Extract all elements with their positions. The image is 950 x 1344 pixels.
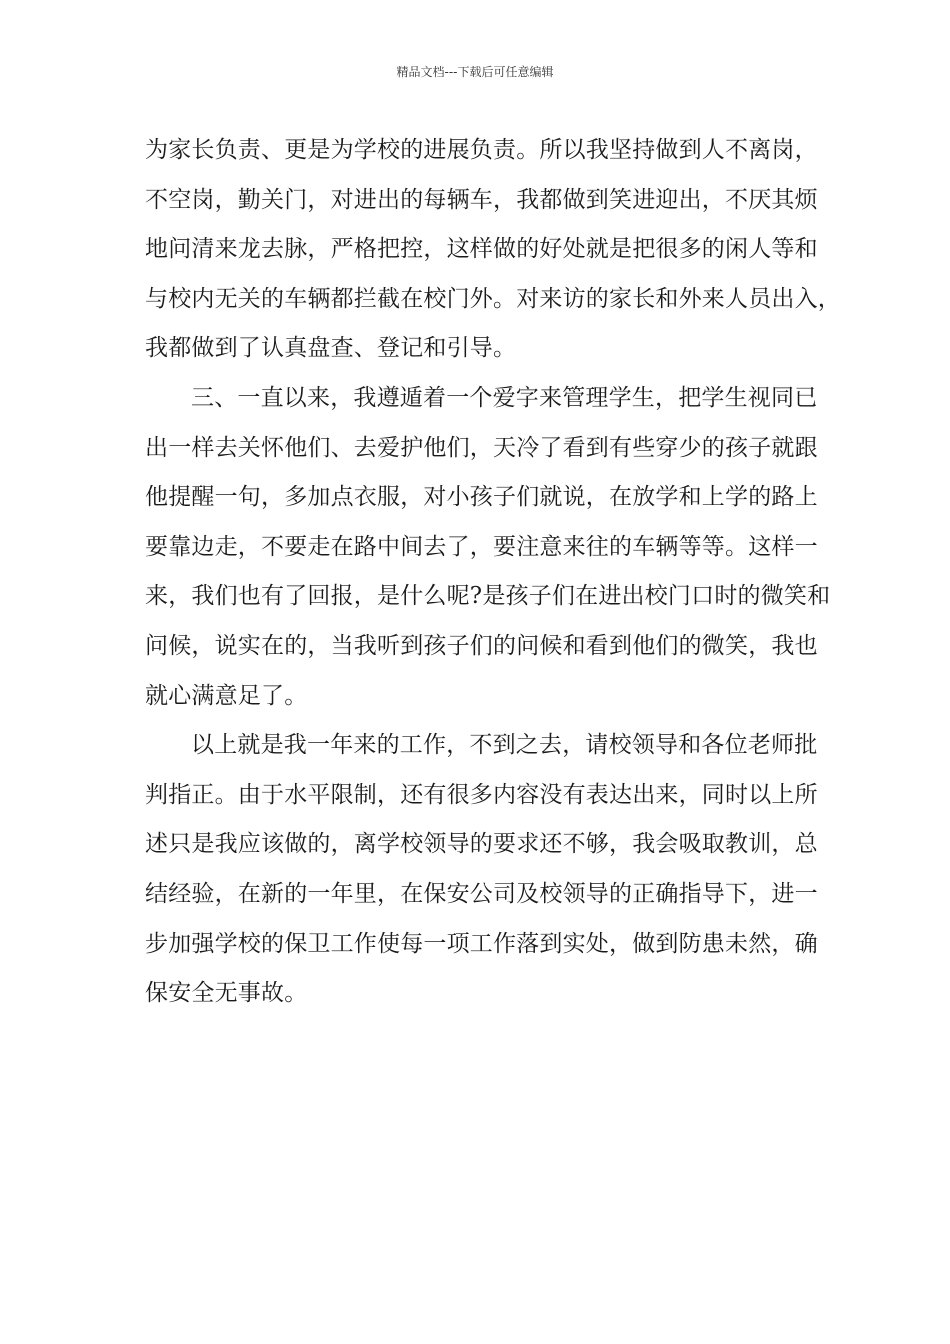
text-line: 判指正。由于水平限制，还有很多内容没有表达出来，同时以上所 bbox=[145, 781, 818, 808]
text-line: 出一样去关怀他们、去爱护他们，天冷了看到有些穿少的孩子就跟 bbox=[145, 434, 818, 461]
text-line: 为家长负责、更是为学校的进展负责。所以我坚持做到人不离岗， bbox=[145, 137, 818, 163]
text-line: 步加强学校的保卫工作使每一项工作落到实处，做到防患未然，确 bbox=[145, 930, 818, 957]
document-body bbox=[145, 126, 841, 1019]
paragraph-conclusion bbox=[145, 721, 818, 1019]
text-line: 保安全无事故。 bbox=[145, 980, 308, 1007]
paragraph-2-continuation bbox=[145, 126, 841, 374]
text-line: 述只是我应该做的，离学校领导的要求还不够，我会吸取教训，总 bbox=[145, 831, 818, 858]
text-line: 不空岗，勤关门，对进出的每辆车，我都做到笑进迎出，不厌其烦 bbox=[145, 186, 818, 213]
text-line: 三、一直以来，我遵遁着一个爱字来管理学生，把学生视同已 bbox=[191, 384, 818, 411]
text-line: 以上就是我一年来的工作，不到之去，请校领导和各位老师批 bbox=[191, 732, 818, 759]
text-line: 问候，说实在的，当我听到孩子们的问候和看到他们的微笑，我也 bbox=[145, 632, 818, 659]
text-line: 与校内无关的车辆都拦截在校门外。对来访的家长和外来人员出入， bbox=[145, 285, 841, 312]
text-line: 他提醒一句，多加点衣服，对小孩子们就说，在放学和上学的路上 bbox=[145, 484, 818, 511]
page-header: 精品文档---下载后可任意编辑 bbox=[396, 65, 554, 79]
text-line: 来，我们也有了回报，是什么呢?是孩子们在进出校门口时的微笑和 bbox=[145, 583, 831, 610]
text-line: 我都做到了认真盘查、登记和引导。 bbox=[145, 335, 517, 362]
text-line: 地问清来龙去脉，严格把控，这样做的好处就是把很多的闲人等和 bbox=[145, 236, 818, 263]
text-line: 要靠边走，不要走在路中间去了，要注意来往的车辆等等。这样一 bbox=[145, 533, 818, 560]
paragraph-3 bbox=[145, 374, 831, 721]
text-line: 结经验，在新的一年里，在保安公司及校领导的正确指导下，进一 bbox=[145, 880, 818, 907]
text-line: 就心满意足了。 bbox=[145, 682, 308, 709]
